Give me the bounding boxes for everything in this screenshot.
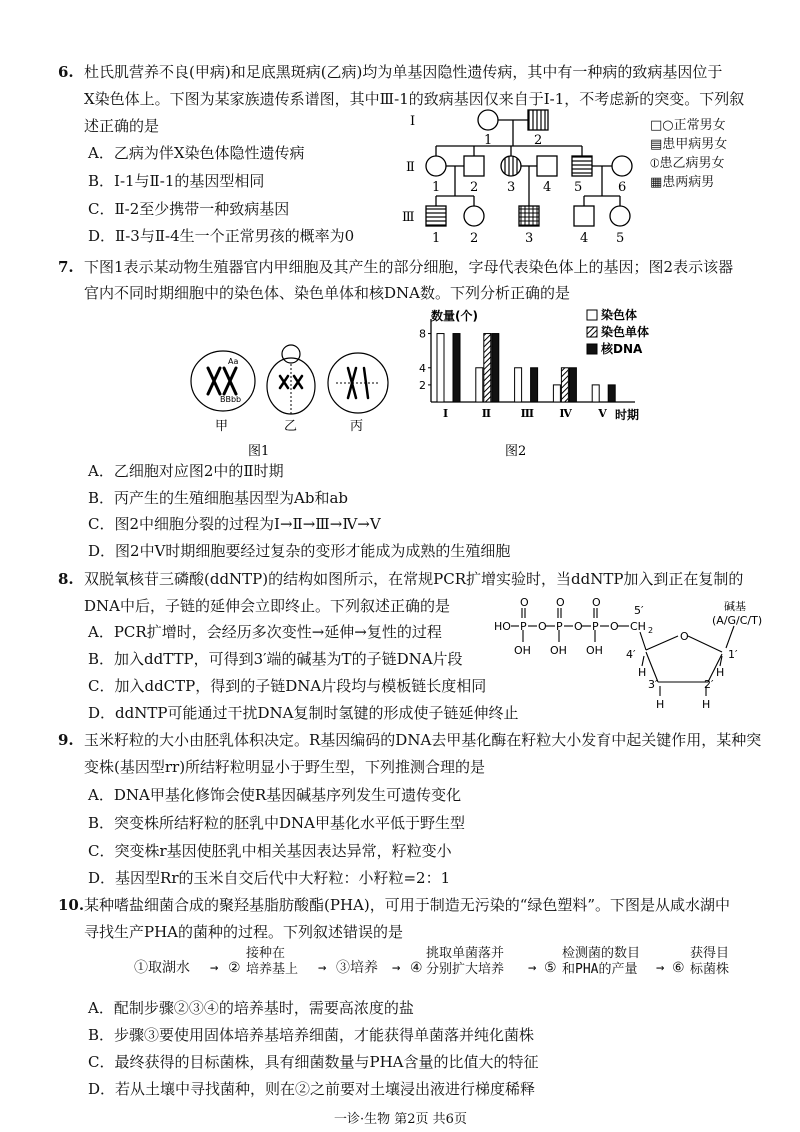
q10-stem-line2: 寻找生产PHA的菌种的过程。下列叙述错误的是 (84, 923, 404, 941)
q6-stem-line2: X染色体上。下图为某家族遗传系谱图，其中Ⅲ-1的致病基因仅来自于Ⅰ-1，不考虑新的突变。下列叙 (84, 90, 745, 108)
svg-text:4: 4 (580, 231, 589, 246)
q8-option-d: D．ddNTP可能通过干扰DNA复制时氢键的形成使子链延伸终止 (88, 704, 519, 722)
q10-stem-line1: 某种嗜盐细菌合成的聚羟基脂肪酸酯(PHA)，可用于制造无污染的“绿色塑料”。下图是从咸水湖中 (84, 896, 731, 914)
q10-option-c: C．最终获得的目标菌株，具有细菌数量与PHA含量的比值大的特征 (88, 1053, 539, 1071)
svg-text:P: P (556, 620, 563, 633)
bar-5-1 (592, 385, 599, 402)
q8-number: 8. (58, 570, 74, 588)
bar-4-1 (553, 385, 560, 402)
svg-text:5′: 5′ (634, 604, 644, 617)
bar-3-1 (515, 368, 522, 402)
q7-number: 7. (58, 258, 74, 276)
x-tick-label: Ⅱ (481, 407, 492, 420)
pedigree-gen-III: Ⅲ (402, 210, 415, 225)
x-tick-label: Ⅴ (598, 407, 607, 420)
pedigree-III-5 (610, 206, 630, 226)
q6-option-d: D．Ⅱ-3与Ⅱ-4生一个正常男孩的概率为0 (88, 227, 355, 245)
q7-option-a: A．乙细胞对应图2中的Ⅱ时期 (88, 462, 284, 480)
q9-stem-line2: 变株(基因型rr)所结籽粒明显小于野生型，下列推测合理的是 (84, 758, 486, 776)
q6-stem-line1: 杜氏肌营养不良(甲病)和足底黑斑病(乙病)均为单基因隐性遗传病，其中有一种病的致病基因位于 (84, 63, 723, 81)
figure1-caption: 图1 (248, 444, 270, 458)
svg-text:H: H (702, 698, 711, 711)
y-tick-label: 2 (419, 378, 426, 392)
label-bing: 丙 (350, 419, 364, 434)
legend-both: ▦患两病男 (650, 175, 715, 190)
legend-swatch (587, 327, 597, 337)
bar-5-3 (608, 385, 615, 402)
svg-text:6: 6 (618, 180, 627, 195)
svg-text:2′: 2′ (704, 678, 714, 691)
pedigree-I-2 (528, 110, 548, 130)
legend-label: 染色体 (601, 308, 638, 322)
svg-text:Aa: Aa (228, 357, 239, 366)
q7-option-d: D．图2中Ⅴ时期细胞要经过复杂的变形才能成为成熟的生殖细胞 (88, 542, 511, 560)
svg-text:P: P (520, 620, 527, 633)
pedigree-III-1 (426, 206, 446, 226)
pedigree-III-2 (464, 206, 484, 226)
q6-option-c: C．Ⅱ-2至少携带一种致病基因 (88, 200, 290, 218)
q9-option-b: B．突变株所结籽粒的胚乳中DNA甲基化水平低于野生型 (88, 814, 466, 832)
q9-stem-line1: 玉米籽粒的大小由胚乳体积决定。R基因编码的DNA去甲基化酶在籽粒大小发育中起关键作用，某种突 (84, 731, 762, 749)
q9-option-d: D．基因型Rr的玉米自交后代中大籽粒：小籽粒=2：1 (88, 869, 451, 887)
flow-step1: ①取湖水 (134, 960, 190, 976)
svg-text:OH: OH (514, 644, 531, 657)
q9-option-a: A．DNA甲基化修饰会使R基因碱基序列发生可遗传变化 (88, 786, 462, 804)
q6-stem-line3: 述正确的是 (84, 117, 160, 135)
pedigree-legend (650, 116, 727, 192)
q10-option-a: A．配制步骤②③④的培养基时，需要高浓度的盐 (88, 999, 414, 1017)
q6-option-b: B．Ⅰ-1与Ⅱ-1的基因型相同 (88, 172, 265, 190)
figure2-bar-chart (395, 305, 685, 465)
svg-text:碱基: 碱基 (724, 600, 746, 613)
svg-text:4: 4 (543, 180, 552, 195)
q10-flowchart: ①取湖水 → ② 接种在 培养基上 → ③培养 → ④ 挑取单菌落并 分别扩大培养 → ⑤ 检测菌的数目 和PHA的产量 → ⑥ 获得目 标菌株 (134, 946, 730, 977)
svg-text:O: O (592, 596, 601, 609)
svg-text:O: O (680, 630, 689, 643)
q6-option-a: A．乙病为伴X染色体隐性遗传病 (88, 144, 305, 162)
svg-text:O: O (520, 596, 529, 609)
svg-text:O: O (574, 620, 583, 633)
svg-text:P: P (592, 620, 599, 633)
flow-step5: 检测菌的数目 和PHA的产量 (562, 946, 641, 977)
q10-option-b: B．步骤③要使用固体培养基培养细菌，才能获得单菌落并纯化菌株 (88, 1026, 535, 1044)
q7-option-b: B．丙产生的生殖细胞基因型为Ab和ab (88, 489, 349, 507)
svg-text:HO: HO (494, 620, 511, 633)
bar-2-3 (492, 334, 499, 402)
legend-disease-b: ⦶患乙病男女 (650, 156, 725, 171)
pedigree-I-1 (478, 110, 498, 130)
q9-option-c: C．突变株r基因使胚乳中相关基因表达异常，籽粒变小 (88, 842, 452, 860)
svg-text:2: 2 (534, 133, 543, 148)
chart-xlabel: 时期 (615, 408, 640, 422)
chart-ylabel: 数量(个) (431, 309, 478, 323)
bar-1-1 (437, 334, 444, 402)
label-jia: 甲 (215, 419, 229, 434)
bar-2-1 (476, 368, 483, 402)
svg-text:1: 1 (432, 231, 441, 246)
svg-text:1: 1 (484, 133, 493, 148)
pedigree-III-4 (574, 206, 594, 226)
legend-label: 染色单体 (601, 325, 650, 339)
legend-normal: □○正常男女 (650, 118, 726, 133)
flow-step6: 获得目 标菌株 (690, 946, 730, 977)
svg-text:3: 3 (507, 180, 516, 195)
y-tick-label: 4 (419, 361, 426, 375)
q10-option-d: D．若从土壤中寻找菌种，则在②之前要对土壤浸出液进行梯度稀释 (88, 1080, 536, 1098)
pedigree-gen-II: Ⅱ (406, 160, 415, 175)
bar-2-2 (484, 334, 491, 402)
x-tick-label: Ⅲ (520, 407, 535, 420)
svg-text:2: 2 (470, 231, 479, 246)
q8-option-a: A．PCR扩增时，会经历多次变性→延伸→复性的过程 (88, 623, 442, 641)
pedigree-II-6 (612, 156, 632, 176)
svg-text:OH: OH (550, 644, 567, 657)
pedigree-diagram (400, 100, 670, 250)
flow-step4: 挑取单菌落并 分别扩大培养 (426, 946, 505, 977)
q8-stem-line1: 双脱氧核苷三磷酸(ddNTP)的结构如图所示，在常规PCR扩增实验时，当ddNTP加入到正在复制的 (84, 570, 744, 588)
q7-stem-line2: 官内不同时期细胞中的染色体、染色单体和核DNA数。下列分析正确的是 (84, 284, 570, 302)
bar-1-3 (453, 334, 460, 402)
svg-text:BBbb: BBbb (220, 395, 242, 404)
svg-text:5: 5 (574, 180, 583, 195)
q8-option-b: B．加入ddTTP，可得到3′端的碱基为T的子链DNA片段 (88, 650, 463, 668)
flow-step2: 接种在 培养基上 (246, 946, 299, 977)
pedigree-III-3 (519, 206, 539, 226)
x-tick-label: Ⅰ (443, 407, 449, 420)
cell-yi-polar-body (282, 345, 300, 363)
svg-text:3: 3 (525, 231, 534, 246)
svg-text:3′: 3′ (648, 678, 658, 691)
svg-text:H: H (656, 698, 665, 711)
q9-number: 9. (58, 731, 74, 749)
q8-option-c: C．加入ddCTP，得到的子链DNA片段均与模板链长度相同 (88, 677, 487, 695)
svg-text:2: 2 (470, 180, 479, 195)
flow-step3: ③培养 (336, 960, 378, 976)
figure1-cells (188, 338, 400, 458)
q6-number: 6. (58, 63, 74, 81)
svg-text:O: O (538, 620, 547, 633)
bar-4-2 (561, 368, 568, 402)
legend-swatch (587, 344, 597, 354)
bar-4-3 (569, 368, 576, 402)
svg-text:H: H (638, 666, 647, 679)
pedigree-II-5 (572, 156, 592, 176)
svg-text:1: 1 (432, 180, 441, 195)
pedigree-II-1 (426, 156, 446, 176)
legend-label: 核DNA (601, 342, 643, 356)
y-tick-label: 8 (419, 327, 426, 341)
svg-text:O: O (556, 596, 565, 609)
pedigree-II-2 (464, 156, 484, 176)
svg-text:H: H (716, 666, 725, 679)
svg-text:O: O (610, 620, 619, 633)
bar-3-3 (531, 368, 538, 402)
pedigree-II-3 (501, 156, 521, 176)
q7-option-c: C．图2中细胞分裂的过程为Ⅰ→Ⅱ→Ⅲ→Ⅳ→Ⅴ (88, 515, 381, 533)
pedigree-gen-I: Ⅰ (410, 114, 416, 129)
x-tick-label: Ⅳ (559, 407, 572, 420)
q7-stem-line1: 下图1表示某动物生殖器官内甲细胞及其产生的部分细胞，字母代表染色体上的基因；图2表示该器 (84, 258, 734, 276)
svg-text:5: 5 (616, 231, 625, 246)
pedigree-II-4 (537, 156, 557, 176)
figure2-caption: 图2 (505, 444, 527, 459)
svg-text:CH: CH (630, 620, 646, 633)
ddntp-structure (490, 596, 765, 716)
label-yi: 乙 (284, 419, 298, 434)
legend-disease-a: ▤患甲病男女 (650, 137, 728, 152)
svg-text:1′: 1′ (728, 648, 738, 661)
svg-text:4′: 4′ (626, 648, 636, 661)
q10-number: 10. (58, 896, 85, 914)
q8-stem-line2: DNA中后，子链的延伸会立即终止。下列叙述正确的是 (84, 597, 450, 615)
svg-text:(A/G/C/T): (A/G/C/T) (712, 614, 763, 627)
svg-text:2: 2 (648, 626, 654, 635)
svg-text:OH: OH (586, 644, 603, 657)
page-footer: 一诊·生物 第2页 共6页 (334, 1112, 467, 1127)
legend-swatch (587, 310, 597, 320)
